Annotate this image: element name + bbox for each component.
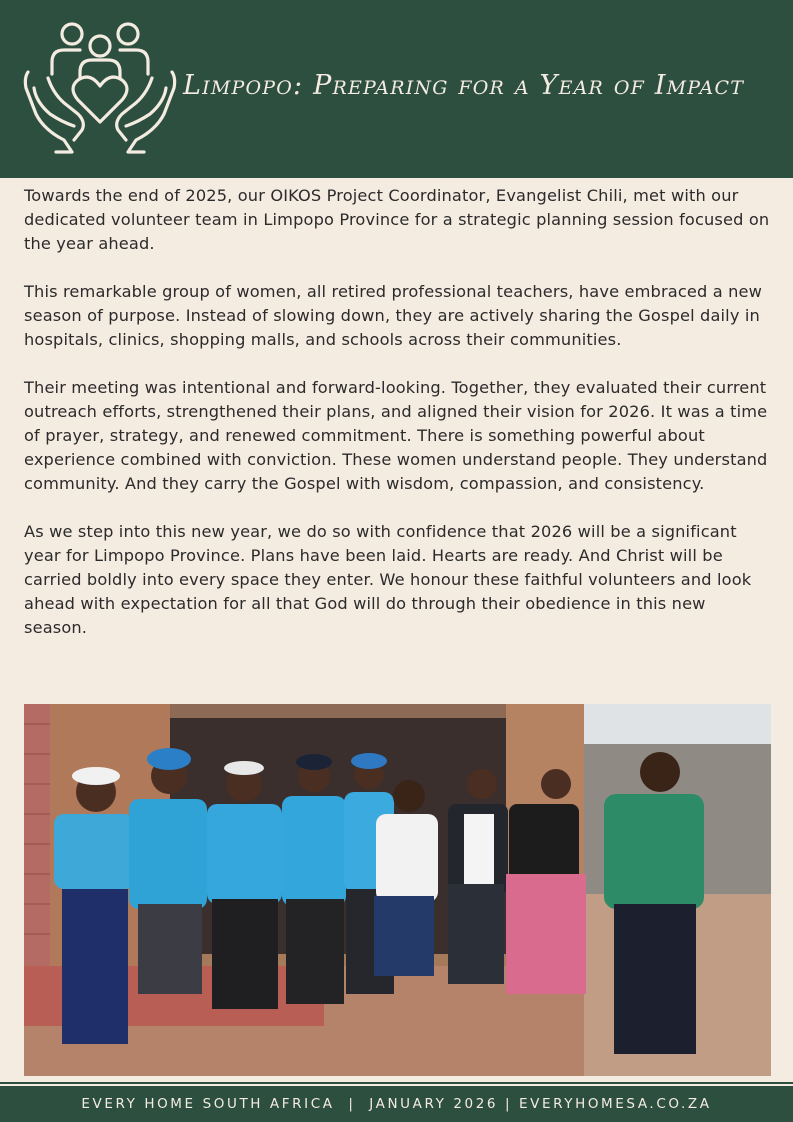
- community-hands-heart-icon: [22, 18, 178, 158]
- group-photo-illustration: [24, 704, 771, 1076]
- article-paragraph: Their meeting was intentional and forward-looking. Together, they evaluated their current outreach efforts, strengthened their plans, and aligned their vision for 2026. It was a time of prayer, strategy, and renewed commitment. There is something powerful about experience combined with conviction. These women understand people. They understand community. And they carry the Gospel with wisdom, compassion, and consistency.: [24, 378, 768, 493]
- article-paragraph: Towards the end of 2025, our OIKOS Project Coordinator, Evangelist Chili, met with our dedicated volunteer team in Limpopo Province for a strategic planning session focused on the year ahead.: [24, 186, 770, 253]
- page-footer: [0, 1086, 793, 1122]
- page-header: [0, 0, 793, 178]
- group-photo: [24, 704, 771, 1076]
- article-body: [24, 184, 772, 664]
- article-paragraph: As we step into this new year, we do so with confidence that 2026 will be a significant year for Limpopo Province. Plans have been laid. Hearts are ready. And Christ will be carried boldly into every space they enter. We honour these faithful volunteers and look ahead with expectation for all that God will do through their obedience in this new season.: [24, 522, 752, 637]
- footer-divider: [0, 1082, 793, 1084]
- page-title: Limpopo: Preparing for a Year of Impact: [183, 70, 745, 101]
- article-paragraph: This remarkable group of women, all retired professional teachers, have embraced a new season of purpose. Instead of slowing down, they are actively sharing the Gospel daily in hospitals, clinics, shopping malls, and schools across their communities.: [24, 282, 762, 349]
- footer-text: EVERY HOME SOUTH AFRICA | JANUARY 2026 | EVERYHOMESA.CO.ZA: [81, 1096, 712, 1112]
